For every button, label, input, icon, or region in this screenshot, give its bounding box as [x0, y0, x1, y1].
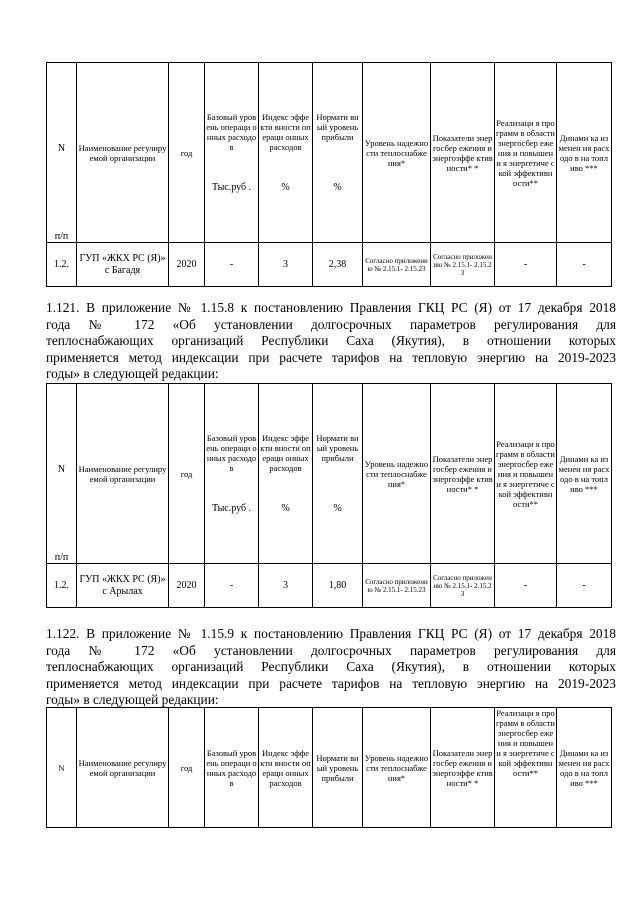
table-appendix-1-15-7: [46, 62, 612, 287]
col-header-year: год: [169, 63, 205, 243]
col-header-programs: Реализаци я программ в области энергосбер ежения и повышени я энергетиче ской эффективн ости**: [495, 63, 557, 243]
col-header-org: Наименование регулируемой организации: [77, 384, 169, 564]
col-header-fuel-dynamics: Динами ка изменен ия расходо в на топливо ***: [557, 708, 612, 828]
cell-index: 3: [259, 243, 313, 287]
table-header-row: [47, 63, 612, 243]
paragraph-line: применяется метод индексации при расчете тарифов на тепловую энергию на 2019-2023: [46, 675, 616, 691]
col-header-programs: Реализаци я программ в области энергосбер ежения и повышени я энергетиче ской эффективн ости**: [495, 384, 557, 564]
col-header-org: Наименование регулируемой организации: [77, 708, 169, 828]
col-header-norm: Нормати вный уровень прибыли %: [313, 384, 363, 564]
cell-fuel-dynamics: -: [557, 564, 612, 608]
col-header-index: Индекс эффекти вности операци онных расходов %: [259, 63, 313, 243]
col-header-energy-saving: Показатели энергосбер ежения и энергоэффе ктивности* *: [431, 708, 495, 828]
col-header-year: год: [169, 384, 205, 564]
table-appendix-1-15-9: [46, 707, 612, 828]
paragraph-line: года № 172 «Об установлении долгосрочных параметров регулирования для: [46, 316, 616, 332]
col-header-reliability: Уровень надежности теплоснабже ния*: [363, 384, 431, 564]
col-header-reliability: Уровень надежности теплоснабже ния*: [363, 63, 431, 243]
col-header-norm: Нормати вный уровень прибыли: [313, 708, 363, 828]
col-header-year: год: [169, 708, 205, 828]
paragraph-line: теплоснабжающих организаций Республики Саха (Якутия), в отношении которых: [46, 659, 616, 675]
col-header-energy-saving: Показатели энергосбер ежения и энергоэффе ктивности* *: [431, 63, 495, 243]
col-header-n: N п/п: [47, 384, 77, 564]
paragraph-line: годы» в следующей редакции:: [46, 366, 219, 382]
col-header-programs: Реализаци я программ в области энергосбер ежения и повышени я энергетиче ской эффективн ости**: [495, 708, 557, 828]
cell-year: 2020: [169, 564, 205, 608]
cell-norm: 1,80: [313, 564, 363, 608]
col-header-fuel-dynamics: Динами ка изменен ия расходо в на топливо ***: [557, 63, 612, 243]
table-header-row: [47, 384, 612, 564]
cell-reliability: Согласно приложению № 2.15.1- 2.15.23: [363, 243, 431, 287]
cell-index: 3: [259, 564, 313, 608]
cell-n: 1.2.: [47, 564, 77, 608]
table-appendix-1-15-8: [46, 383, 612, 608]
col-header-energy-saving: Показатели энергосбер ежения и энергоэффе ктивности* *: [431, 384, 495, 564]
paragraph-1-121: [46, 300, 616, 383]
cell-energy-saving: Согласно приложению № 2.15.1- 2.15.23: [431, 564, 495, 608]
paragraph-line: применяется метод индексации при расчете тарифов на тепловую энергию на 2019-2023: [46, 349, 616, 365]
col-header-norm: Нормати вный уровень прибыли %: [313, 63, 363, 243]
col-header-n: N п/п: [47, 63, 77, 243]
table-row: [47, 564, 612, 608]
col-header-index: Индекс эффекти вности операци онных расходов %: [259, 384, 313, 564]
cell-reliability: Согласно приложению № 2.15.1- 2.15.23: [363, 564, 431, 608]
cell-fuel-dynamics: -: [557, 243, 612, 287]
col-header-base: Базовый уровень операци онных расходов Тыс.руб .: [205, 63, 259, 243]
col-header-base: Базовый уровень операци онных расходов Тыс.руб .: [205, 384, 259, 564]
paragraph-line: года № 172 «Об установлении долгосрочных параметров регулирования для: [46, 642, 616, 658]
col-header-org: Наименование регулируемой организации: [77, 63, 169, 243]
col-header-index: Индекс эффекти вности операци онных расходов: [259, 708, 313, 828]
col-header-n: N: [47, 708, 77, 828]
cell-org: ГУП «ЖКХ РС (Я)» с Багадя: [77, 243, 169, 287]
cell-programs: -: [495, 564, 557, 608]
table-row: [47, 243, 612, 287]
cell-programs: -: [495, 243, 557, 287]
paragraph-line: 1.121. В приложение № 1.15.8 к постановлению Правления ГКЦ РС (Я) от 17 декабря 2018: [46, 300, 616, 315]
paragraph-line: 1.122. В приложение № 1.15.9 к постановлению Правления ГКЦ РС (Я) от 17 декабря 2018: [46, 626, 616, 641]
cell-norm: 2,38: [313, 243, 363, 287]
col-header-reliability: Уровень надежности теплоснабже ния*: [363, 708, 431, 828]
cell-org: ГУП «ЖКХ РС (Я)» с Арылах: [77, 564, 169, 608]
cell-year: 2020: [169, 243, 205, 287]
table-header-row: [47, 708, 612, 828]
paragraph-line: годы» в следующей редакции:: [46, 692, 219, 708]
cell-energy-saving: Согласно приложению № 2.15.1- 2.15.23: [431, 243, 495, 287]
paragraph-line: теплоснабжающих организаций Республики Саха (Якутия), в отношении которых: [46, 333, 616, 349]
paragraph-1-122: [46, 626, 616, 709]
cell-base: -: [205, 243, 259, 287]
cell-n: 1.2.: [47, 243, 77, 287]
col-header-fuel-dynamics: Динами ка изменен ия расходо в на топливо ***: [557, 384, 612, 564]
cell-base: -: [205, 564, 259, 608]
col-header-base: Базовый уровень операци онных расходов: [205, 708, 259, 828]
